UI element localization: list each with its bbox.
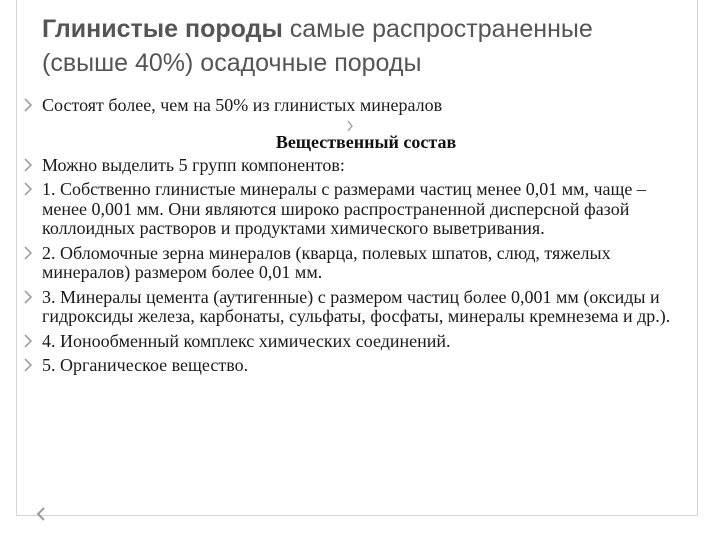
triangle-right-icon [23, 357, 33, 373]
list-item [20, 356, 690, 376]
list-item [20, 244, 690, 283]
list-item-text: 3. Минералы цемента (аутигенные) с размером частиц более 0,001 мм (оксиды и гидроксиды железа, карбонаты, сульфаты, фосфаты, минералы кремнезема и др.). [42, 286, 671, 326]
list-item-text: 2. Обломочные зерна минералов (кварца, полевых шпатов, слюд, тяжелых минералов) размером более 0,01 мм. [42, 242, 611, 282]
triangle-right-icon [346, 119, 354, 133]
triangle-right-icon [23, 333, 33, 349]
slide-content [20, 96, 690, 376]
triangle-right-icon [23, 181, 33, 197]
slide-frame-left [16, 0, 17, 515]
list-item-text: Состоят более, чем на 50% из глинистых минералов [42, 95, 443, 115]
triangle-right-icon [23, 157, 33, 173]
slide-frame-right [697, 0, 698, 515]
list-item-text: 5. Органическое вещество. [42, 355, 249, 375]
list-item [20, 332, 690, 352]
triangle-right-icon [23, 245, 33, 261]
list-item-text: Можно выделить 5 групп компонентов: [42, 154, 345, 175]
slide-title [42, 12, 682, 80]
slide-title-rest: самые распространенные (свыше 40%) осадочные породы [42, 15, 593, 77]
slide-title-bold: Глинистые породы [42, 15, 283, 43]
triangle-right-icon [23, 97, 33, 113]
list-item [20, 156, 690, 176]
list-item [20, 288, 690, 327]
list-item-text: 4. Ионообменный комплекс химических соединений. [42, 330, 451, 351]
chevron-left-icon[interactable] [34, 506, 48, 522]
triangle-right-icon [23, 289, 33, 305]
list-item [20, 180, 690, 239]
empty-bullet-row [20, 116, 690, 130]
list-item-text: 1. Собственно глинистые минералы с размерами частиц менее 0,01 мм, чаще – менее 0,001 мм. Они являются широко распространенной дисперсной фазой коллоидных растворов и продуктами химического выветривания. [42, 179, 646, 238]
list-item [20, 96, 690, 116]
slide-frame-bottom [16, 515, 698, 516]
section-heading: Вещественный состав [275, 131, 457, 152]
